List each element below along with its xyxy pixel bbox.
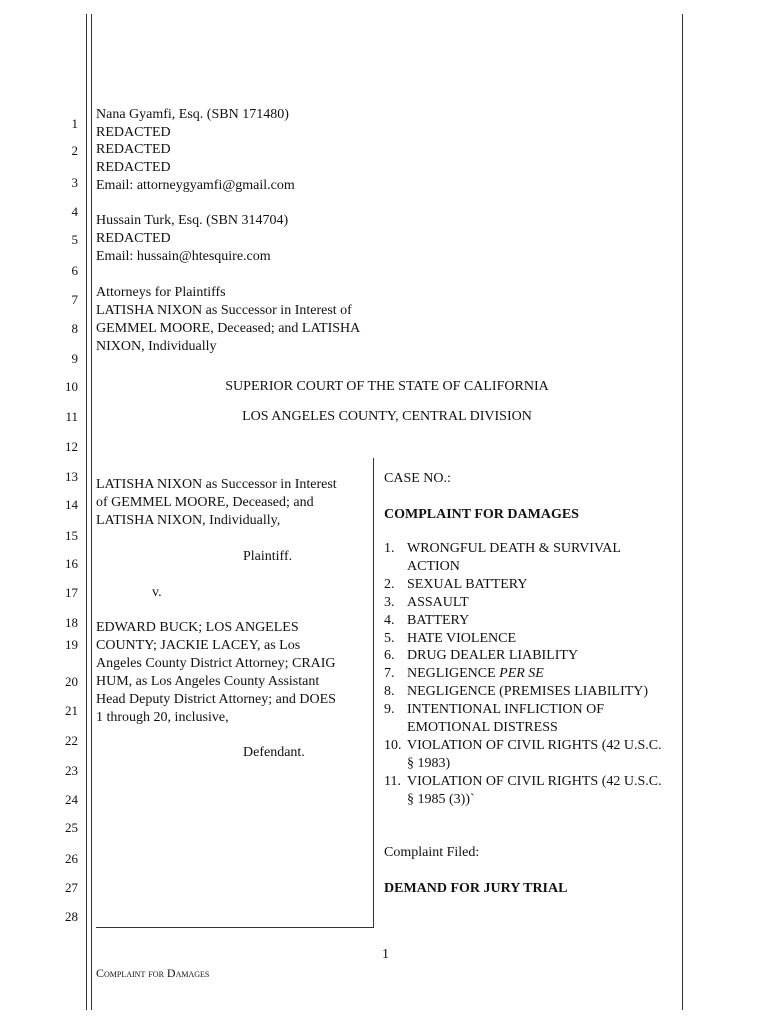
line-number: 13 — [65, 469, 78, 484]
line-number: 1 — [71, 116, 78, 131]
defendant-line: Head Deputy District Attorney; and DOES — [96, 692, 336, 707]
line-number: 28 — [65, 909, 78, 924]
cause-text: VIOLATION OF CIVIL RIGHTS (42 U.S.C. § 1983) — [407, 737, 662, 771]
line-number: 21 — [65, 703, 78, 718]
line-number: 8 — [71, 321, 78, 336]
page-number: 1 — [382, 947, 389, 962]
cause-text: HATE VIOLENCE — [407, 630, 517, 646]
court-name: SUPERIOR COURT OF THE STATE OF CALIFORNIA — [225, 379, 549, 394]
cause-text: NEGLIGENCE — [407, 666, 500, 682]
line-number: 7 — [71, 292, 78, 307]
plaintiff-line: LATISHA NIXON, Individually, — [96, 513, 281, 528]
cause-number: 7. — [384, 666, 395, 682]
cause-of-action-item — [384, 737, 664, 773]
cause-text: ASSAULT — [407, 594, 469, 610]
line-number: 24 — [65, 792, 78, 807]
caption-bottom-rule — [96, 927, 374, 928]
line-number: 9 — [71, 351, 78, 366]
cause-number: 6. — [384, 648, 395, 664]
line-number: 11 — [65, 409, 78, 424]
attorney-line: REDACTED — [96, 125, 171, 140]
attorney-email[interactable]: Email: hussain@htesquire.com — [96, 249, 271, 264]
causes-of-action-list — [384, 540, 664, 809]
line-number: 10 — [65, 379, 78, 394]
line-number: 15 — [65, 528, 78, 543]
line-number: 20 — [65, 674, 78, 689]
line-number: 27 — [65, 880, 78, 895]
line-number: 14 — [65, 497, 78, 512]
line-number: 18 — [65, 615, 78, 630]
cause-of-action-item — [384, 683, 664, 701]
cause-of-action-item — [384, 701, 664, 737]
cause-text: INTENTIONAL INFLICTION OF EMOTIONAL DISTRESS — [407, 702, 605, 736]
cause-number: 1. — [384, 541, 395, 556]
attorney-line: GEMMEL MOORE, Deceased; and LATISHA — [96, 321, 361, 336]
defendant-line: EDWARD BUCK; LOS ANGELES — [96, 620, 299, 635]
plaintiff-line: LATISHA NIXON as Successor in Interest — [96, 477, 337, 492]
attorney-line: REDACTED — [96, 231, 171, 246]
versus: v. — [152, 585, 162, 600]
cause-number: 8. — [384, 684, 395, 700]
cause-text: BATTERY — [407, 612, 470, 628]
jury-demand: DEMAND FOR JURY TRIAL — [384, 881, 568, 896]
cause-of-action-item — [384, 594, 664, 612]
line-number: 12 — [65, 439, 78, 454]
attorney-line: Nana Gyamfi, Esq. (SBN 171480) — [96, 107, 289, 122]
cause-text: WRONGFUL DEATH & SURVIVAL ACTION — [407, 541, 621, 574]
footer-title: Complaint for Damages — [96, 966, 210, 980]
cause-number: 4. — [384, 612, 395, 628]
attorney-line: REDACTED — [96, 142, 171, 157]
left-margin-rule-outer — [86, 14, 87, 1010]
attorney-line: LATISHA NIXON as Successor in Interest of — [96, 303, 352, 318]
line-number: 4 — [71, 204, 78, 219]
court-division: LOS ANGELES COUNTY, CENTRAL DIVISION — [242, 409, 532, 424]
line-number: 16 — [65, 556, 78, 571]
cause-text: VIOLATION OF CIVIL RIGHTS (42 U.S.C. § 1985 (3))` — [407, 773, 662, 807]
cause-of-action-item — [384, 647, 664, 665]
cause-number: 3. — [384, 594, 395, 610]
cause-number: 9. — [384, 702, 395, 718]
line-number: 5 — [71, 232, 78, 247]
cause-of-action-item — [384, 576, 664, 594]
cause-text: SEXUAL BATTERY — [407, 576, 528, 592]
cause-text: DRUG DEALER LIABILITY — [407, 648, 579, 664]
cause-number: 5. — [384, 630, 395, 646]
line-number: 2 — [71, 143, 78, 158]
line-number: 25 — [65, 820, 78, 835]
line-number: 6 — [71, 263, 78, 278]
attorney-line: NIXON, Individually — [96, 339, 217, 354]
attorney-line: Hussain Turk, Esq. (SBN 314704) — [96, 213, 289, 228]
case-number-label: CASE NO.: — [384, 471, 451, 486]
cause-number: 2. — [384, 576, 395, 592]
attorney-line: REDACTED — [96, 160, 171, 175]
line-number: 23 — [65, 763, 78, 778]
complaint-title: COMPLAINT FOR DAMAGES — [384, 507, 579, 522]
cause-of-action-item — [384, 773, 664, 809]
defendant-line: Angeles County District Attorney; CRAIG — [96, 656, 336, 671]
defendant-line: COUNTY; JACKIE LACEY, as Los — [96, 638, 301, 653]
defendant-label: Defendant. — [243, 745, 305, 760]
cause-number: 11. — [384, 773, 401, 789]
left-margin-rule-inner — [91, 14, 92, 1010]
cause-of-action-item — [384, 540, 664, 576]
cause-text: NEGLIGENCE (PREMISES LIABILITY) — [407, 684, 649, 700]
line-number: 17 — [65, 585, 78, 600]
cause-of-action-item — [384, 630, 664, 648]
complaint-filed-label: Complaint Filed: — [384, 845, 480, 860]
defendant-line: 1 through 20, inclusive, — [96, 710, 229, 725]
cause-of-action-item — [384, 665, 664, 683]
cause-text-italic: PER SE — [499, 666, 544, 682]
line-number: 19 — [65, 637, 78, 652]
cause-of-action-item — [384, 612, 664, 630]
plaintiff-line: of GEMMEL MOORE, Deceased; and — [96, 495, 314, 510]
plaintiff-label: Plaintiff. — [243, 549, 293, 564]
line-number: 22 — [65, 733, 78, 748]
caption-divider — [373, 458, 374, 927]
line-number: 26 — [65, 851, 78, 866]
line-number: 3 — [71, 175, 78, 190]
defendant-line: HUM, as Los Angeles County Assistant — [96, 674, 320, 689]
attorney-line: Attorneys for Plaintiffs — [96, 285, 226, 300]
attorney-email[interactable]: Email: attorneygyamfi@gmail.com — [96, 178, 295, 193]
cause-number: 10. — [384, 737, 402, 753]
right-margin-rule — [682, 14, 683, 1010]
